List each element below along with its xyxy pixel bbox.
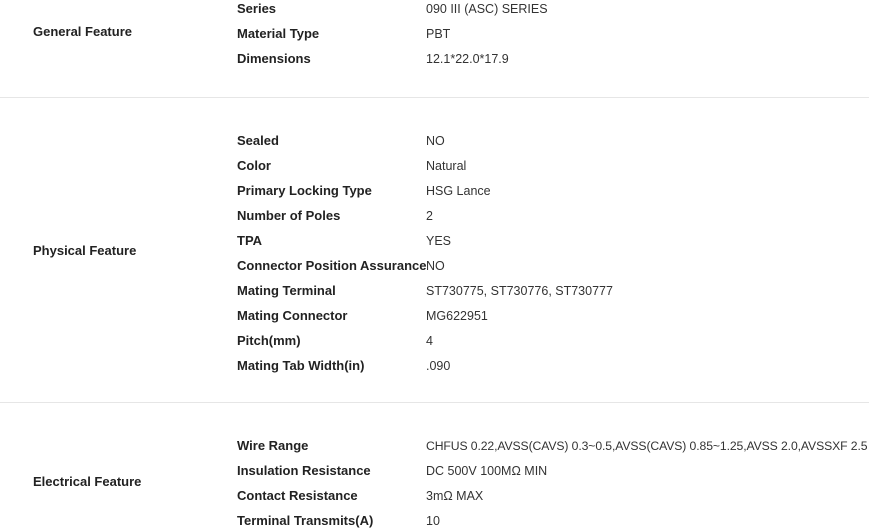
spec-label: Insulation Resistance: [237, 463, 371, 478]
general-feature-section: [0, 0, 869, 97]
spec-value: 3mΩ MAX: [426, 489, 484, 503]
spec-value: MG622951: [426, 309, 488, 323]
spec-value: ST730775, ST730776, ST730777: [426, 284, 613, 298]
electrical-feature-section: [0, 403, 869, 532]
spec-label: Number of Poles: [237, 208, 341, 223]
spec-value: 10: [426, 514, 440, 528]
spec-value: 2: [426, 209, 433, 223]
spec-value: NO: [426, 259, 445, 273]
section-title: Electrical Feature: [33, 474, 142, 489]
spec-label: TPA: [237, 233, 263, 248]
spec-value: NO: [426, 134, 445, 148]
spec-value: CHFUS 0.22,AVSS(CAVS) 0.3~0.5,AVSS(CAVS) 0.85~1.25,AVSS 2.0,AVSSXF 2.5: [426, 439, 868, 453]
spec-value: 090 III (ASC) SERIES: [426, 2, 548, 16]
spec-value: .090: [426, 359, 451, 373]
spec-label: Mating Terminal: [237, 283, 336, 298]
spec-label: Mating Connector: [237, 308, 348, 323]
spec-label: Connector Position Assurance: [237, 258, 427, 273]
spec-label: Sealed: [237, 133, 279, 148]
spec-label: Primary Locking Type: [237, 183, 372, 198]
section-title: General Feature: [33, 24, 132, 39]
spec-label: Material Type: [237, 26, 320, 41]
spec-value: Natural: [426, 159, 467, 173]
spec-value: YES: [426, 234, 452, 248]
spec-value: 12.1*22.0*17.9: [426, 52, 509, 66]
spec-value: DC 500V 100MΩ MIN: [426, 464, 548, 478]
spec-value: HSG Lance: [426, 184, 491, 198]
spec-label: Mating Tab Width(in): [237, 358, 365, 373]
spec-label: Pitch(mm): [237, 333, 301, 348]
spec-label: Color: [237, 158, 271, 173]
spec-label: Contact Resistance: [237, 488, 358, 503]
spec-label: Series: [237, 1, 277, 16]
spec-value: 4: [426, 334, 433, 348]
spec-label: Dimensions: [237, 51, 311, 66]
spec-label: Terminal Transmits(A): [237, 513, 374, 528]
section-title: Physical Feature: [33, 243, 137, 258]
physical-feature-section: [0, 98, 869, 402]
spec-value: PBT: [426, 27, 451, 41]
spec-label: Wire Range: [237, 438, 309, 453]
